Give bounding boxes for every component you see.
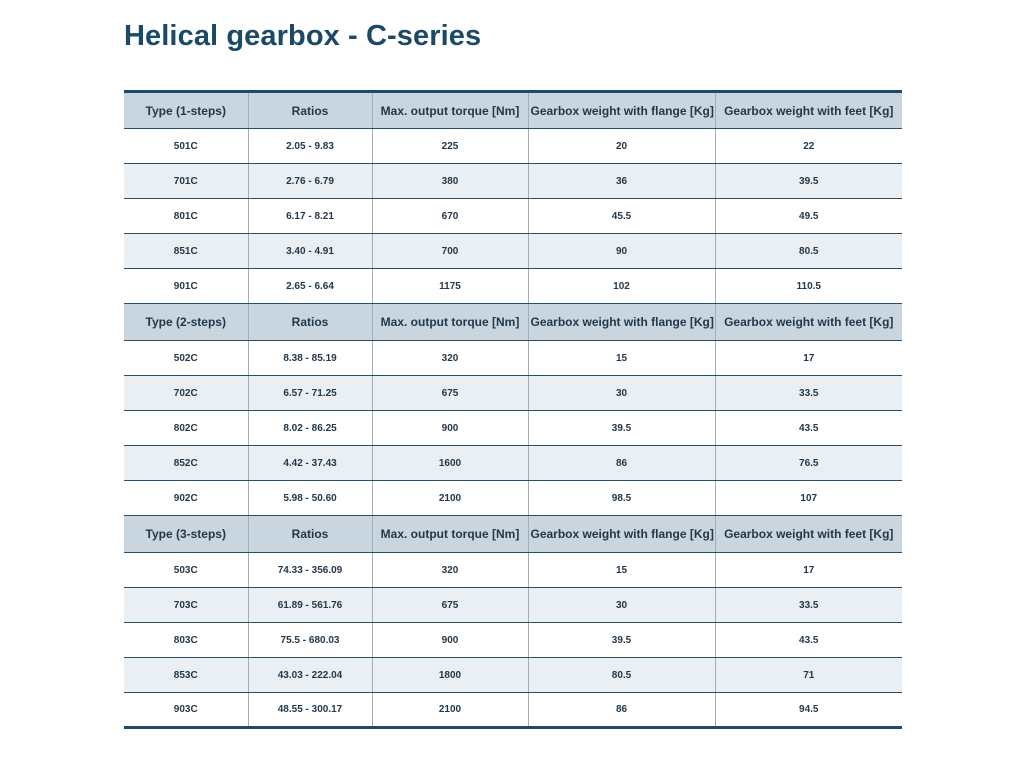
cell-ratios: 6.17 - 8.21 [248, 199, 372, 234]
cell-weight-with-feet: 39.5 [715, 164, 902, 199]
column-header-weight-with-flange: Gearbox weight with flange [Kg] [528, 516, 715, 553]
cell-weight-with-flange: 90 [528, 234, 715, 269]
cell-type: 701C [124, 164, 248, 199]
cell-max-output-torque: 670 [372, 199, 528, 234]
cell-ratios: 6.57 - 71.25 [248, 376, 372, 411]
cell-weight-with-flange: 98.5 [528, 481, 715, 516]
table-row [124, 269, 902, 304]
cell-ratios: 2.05 - 9.83 [248, 129, 372, 164]
cell-ratios: 4.42 - 37.43 [248, 446, 372, 481]
cell-ratios: 74.33 - 356.09 [248, 553, 372, 588]
table-row [124, 658, 902, 693]
cell-weight-with-feet: 49.5 [715, 199, 902, 234]
cell-weight-with-flange: 30 [528, 376, 715, 411]
cell-weight-with-flange: 102 [528, 269, 715, 304]
cell-weight-with-feet: 80.5 [715, 234, 902, 269]
cell-weight-with-feet: 107 [715, 481, 902, 516]
column-header-type: Type (2-steps) [124, 304, 248, 341]
cell-weight-with-flange: 39.5 [528, 411, 715, 446]
cell-weight-with-flange: 15 [528, 341, 715, 376]
cell-ratios: 8.38 - 85.19 [248, 341, 372, 376]
cell-ratios: 5.98 - 50.60 [248, 481, 372, 516]
table-row [124, 588, 902, 623]
cell-type: 501C [124, 129, 248, 164]
cell-weight-with-feet: 33.5 [715, 588, 902, 623]
table-row [124, 481, 902, 516]
cell-type: 852C [124, 446, 248, 481]
column-header-ratios: Ratios [248, 304, 372, 341]
cell-weight-with-feet: 17 [715, 341, 902, 376]
cell-max-output-torque: 675 [372, 588, 528, 623]
cell-weight-with-flange: 86 [528, 446, 715, 481]
cell-max-output-torque: 380 [372, 164, 528, 199]
table-row [124, 553, 902, 588]
cell-ratios: 61.89 - 561.76 [248, 588, 372, 623]
gearbox-spec-table [124, 90, 902, 729]
cell-weight-with-feet: 17 [715, 553, 902, 588]
column-header-type: Type (1-steps) [124, 92, 248, 129]
cell-type: 901C [124, 269, 248, 304]
table-row [124, 411, 902, 446]
cell-max-output-torque: 1175 [372, 269, 528, 304]
cell-max-output-torque: 1600 [372, 446, 528, 481]
cell-max-output-torque: 225 [372, 129, 528, 164]
cell-weight-with-flange: 30 [528, 588, 715, 623]
cell-ratios: 8.02 - 86.25 [248, 411, 372, 446]
cell-weight-with-flange: 39.5 [528, 623, 715, 658]
cell-type: 703C [124, 588, 248, 623]
cell-type: 502C [124, 341, 248, 376]
cell-ratios: 48.55 - 300.17 [248, 693, 372, 728]
cell-type: 851C [124, 234, 248, 269]
cell-type: 853C [124, 658, 248, 693]
cell-weight-with-flange: 36 [528, 164, 715, 199]
cell-type: 801C [124, 199, 248, 234]
column-header-weight-with-feet: Gearbox weight with feet [Kg] [715, 92, 902, 129]
table-row [124, 341, 902, 376]
cell-max-output-torque: 1800 [372, 658, 528, 693]
cell-type: 802C [124, 411, 248, 446]
column-header-max-output-torque: Max. output torque [Nm] [372, 92, 528, 129]
cell-type: 903C [124, 693, 248, 728]
table-row [124, 234, 902, 269]
cell-weight-with-flange: 45.5 [528, 199, 715, 234]
table-row [124, 623, 902, 658]
cell-weight-with-flange: 86 [528, 693, 715, 728]
spec-table-body [124, 92, 902, 728]
section-header-row [124, 304, 902, 341]
table-row [124, 164, 902, 199]
cell-max-output-torque: 320 [372, 341, 528, 376]
cell-weight-with-feet: 43.5 [715, 411, 902, 446]
column-header-ratios: Ratios [248, 516, 372, 553]
cell-type: 902C [124, 481, 248, 516]
cell-type: 803C [124, 623, 248, 658]
table-row [124, 376, 902, 411]
cell-type: 702C [124, 376, 248, 411]
page-title: Helical gearbox - C-series [124, 20, 482, 52]
cell-max-output-torque: 700 [372, 234, 528, 269]
table-row [124, 199, 902, 234]
cell-ratios: 2.65 - 6.64 [248, 269, 372, 304]
cell-ratios: 2.76 - 6.79 [248, 164, 372, 199]
section-header-row [124, 516, 902, 553]
cell-weight-with-feet: 71 [715, 658, 902, 693]
cell-max-output-torque: 320 [372, 553, 528, 588]
cell-ratios: 3.40 - 4.91 [248, 234, 372, 269]
cell-weight-with-feet: 110.5 [715, 269, 902, 304]
table-row [124, 693, 902, 728]
table-row [124, 446, 902, 481]
cell-weight-with-flange: 15 [528, 553, 715, 588]
cell-weight-with-flange: 80.5 [528, 658, 715, 693]
column-header-max-output-torque: Max. output torque [Nm] [372, 516, 528, 553]
column-header-ratios: Ratios [248, 92, 372, 129]
cell-max-output-torque: 900 [372, 411, 528, 446]
column-header-weight-with-feet: Gearbox weight with feet [Kg] [715, 304, 902, 341]
cell-max-output-torque: 2100 [372, 481, 528, 516]
cell-weight-with-feet: 43.5 [715, 623, 902, 658]
cell-type: 503C [124, 553, 248, 588]
cell-weight-with-feet: 22 [715, 129, 902, 164]
cell-ratios: 43.03 - 222.04 [248, 658, 372, 693]
column-header-weight-with-feet: Gearbox weight with feet [Kg] [715, 516, 902, 553]
section-header-row [124, 92, 902, 129]
cell-max-output-torque: 900 [372, 623, 528, 658]
cell-weight-with-feet: 33.5 [715, 376, 902, 411]
cell-weight-with-flange: 20 [528, 129, 715, 164]
cell-weight-with-feet: 94.5 [715, 693, 902, 728]
cell-weight-with-feet: 76.5 [715, 446, 902, 481]
cell-max-output-torque: 2100 [372, 693, 528, 728]
column-header-max-output-torque: Max. output torque [Nm] [372, 304, 528, 341]
table-row [124, 129, 902, 164]
cell-ratios: 75.5 - 680.03 [248, 623, 372, 658]
column-header-type: Type (3-steps) [124, 516, 248, 553]
cell-max-output-torque: 675 [372, 376, 528, 411]
column-header-weight-with-flange: Gearbox weight with flange [Kg] [528, 92, 715, 129]
column-header-weight-with-flange: Gearbox weight with flange [Kg] [528, 304, 715, 341]
